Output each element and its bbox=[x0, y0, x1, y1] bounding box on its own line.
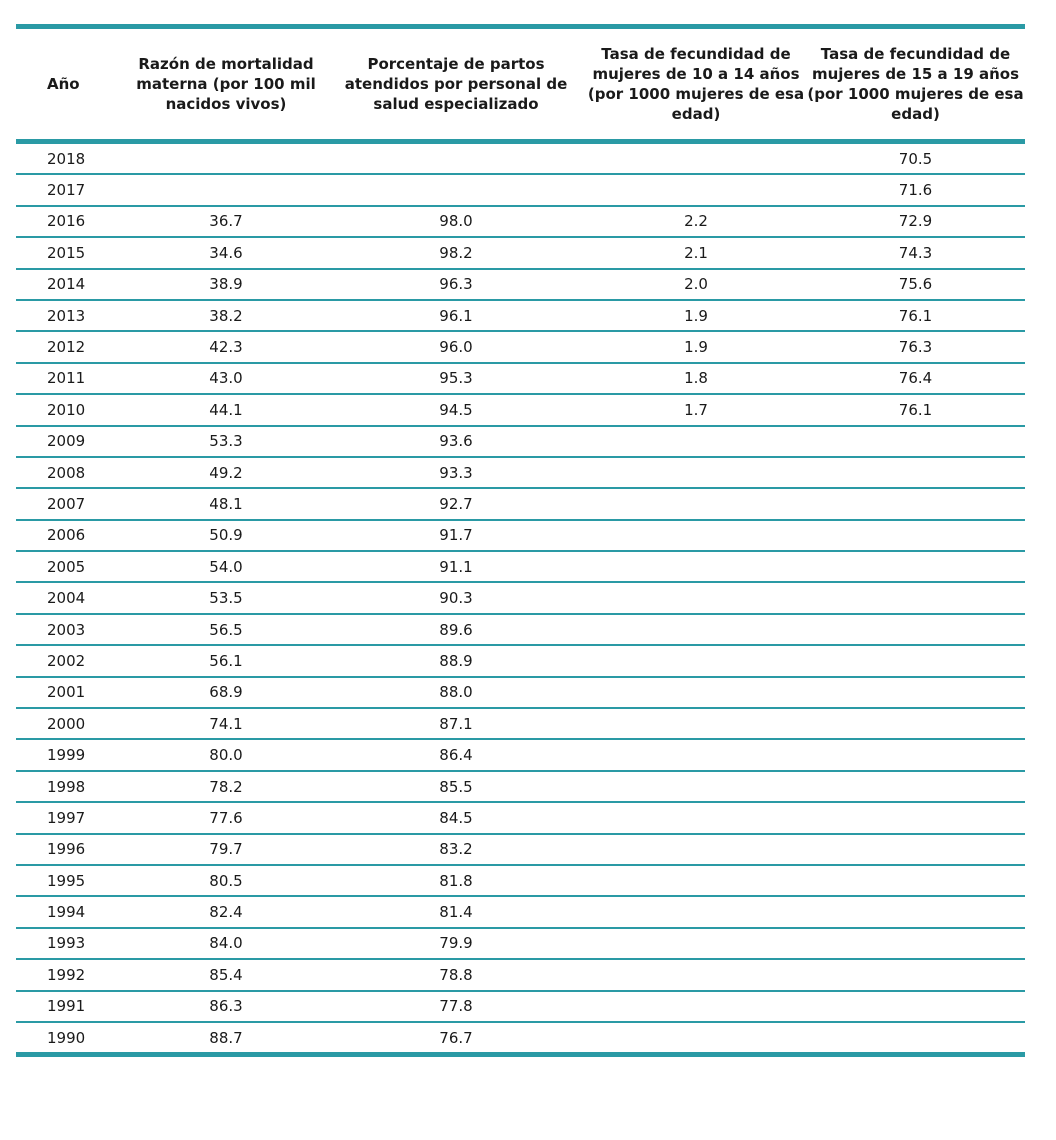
fertility-15-19-cell: 71.6 bbox=[898, 181, 933, 200]
table-row bbox=[16, 678, 1025, 709]
table-row bbox=[16, 772, 1025, 803]
attended-births-cell: 89.6 bbox=[439, 620, 473, 639]
table-row bbox=[16, 207, 1025, 238]
maternal-mortality-cell: 77.6 bbox=[209, 808, 243, 827]
table-row bbox=[16, 144, 1025, 175]
table-row bbox=[16, 929, 1025, 960]
maternal-mortality-cell: 38.2 bbox=[209, 306, 243, 325]
year-cell: 1996 bbox=[47, 840, 86, 859]
maternal-mortality-cell: 34.6 bbox=[209, 243, 243, 262]
table-row bbox=[16, 427, 1025, 458]
year-cell: 2014 bbox=[47, 275, 86, 294]
attended-births-cell: 76.7 bbox=[439, 1028, 473, 1047]
table-row bbox=[16, 270, 1025, 301]
year-cell: 1991 bbox=[47, 997, 86, 1016]
table-row bbox=[16, 897, 1025, 928]
table-row bbox=[16, 646, 1025, 677]
maternal-mortality-cell: 42.3 bbox=[209, 338, 243, 357]
table-row bbox=[16, 301, 1025, 332]
year-cell: 2007 bbox=[47, 494, 86, 513]
table-row bbox=[16, 1023, 1025, 1054]
year-cell: 2002 bbox=[47, 651, 86, 670]
table-row bbox=[16, 709, 1025, 740]
fertility-15-19-cell: 76.1 bbox=[898, 400, 933, 419]
maternal-mortality-cell: 84.0 bbox=[209, 934, 243, 953]
attended-births-cell: 91.7 bbox=[439, 526, 473, 545]
attended-births-cell: 78.8 bbox=[439, 965, 473, 984]
maternal-mortality-cell: 43.0 bbox=[209, 369, 243, 388]
year-cell: 2009 bbox=[47, 432, 86, 451]
header-maternal-mortality: Razón de mortalidad materna (por 100 mil nacidos vivos) bbox=[136, 55, 316, 113]
year-cell: 2017 bbox=[47, 181, 86, 200]
maternal-mortality-cell: 49.2 bbox=[209, 463, 243, 482]
maternal-mortality-cell: 79.7 bbox=[209, 840, 243, 859]
table-row bbox=[16, 992, 1025, 1023]
year-cell: 2003 bbox=[47, 620, 86, 639]
fertility-10-14-cell: 1.9 bbox=[684, 338, 708, 357]
year-cell: 2001 bbox=[47, 683, 86, 702]
attended-births-cell: 81.4 bbox=[439, 903, 473, 922]
table-row bbox=[16, 960, 1025, 991]
year-cell: 2000 bbox=[47, 714, 86, 733]
maternal-mortality-cell: 85.4 bbox=[209, 965, 243, 984]
year-cell: 2010 bbox=[47, 400, 86, 419]
fertility-15-19-cell: 70.5 bbox=[898, 149, 933, 168]
maternal-mortality-cell: 56.1 bbox=[209, 651, 243, 670]
attended-births-cell: 90.3 bbox=[439, 589, 473, 608]
data-table bbox=[16, 24, 1025, 1057]
attended-births-cell: 85.5 bbox=[439, 777, 473, 796]
maternal-mortality-cell: 80.5 bbox=[209, 871, 243, 890]
table-row bbox=[16, 395, 1025, 426]
year-cell: 1993 bbox=[47, 934, 86, 953]
year-cell: 1990 bbox=[47, 1028, 86, 1047]
maternal-mortality-cell: 50.9 bbox=[209, 526, 243, 545]
attended-births-cell: 96.3 bbox=[439, 275, 473, 294]
maternal-mortality-cell: 68.9 bbox=[209, 683, 243, 702]
attended-births-cell: 93.3 bbox=[439, 463, 473, 482]
year-cell: 2004 bbox=[47, 589, 86, 608]
year-cell: 2008 bbox=[47, 463, 86, 482]
attended-births-cell: 94.5 bbox=[439, 400, 473, 419]
attended-births-cell: 86.4 bbox=[439, 746, 473, 765]
maternal-mortality-cell: 78.2 bbox=[209, 777, 243, 796]
attended-births-cell: 88.9 bbox=[439, 651, 473, 670]
header-attended-births: Porcentaje de partos atendidos por personal de salud especializado bbox=[344, 55, 568, 113]
maternal-mortality-cell: 82.4 bbox=[209, 903, 243, 922]
attended-births-cell: 92.7 bbox=[439, 494, 473, 513]
fertility-15-19-cell: 76.3 bbox=[898, 338, 933, 357]
fertility-15-19-cell: 75.6 bbox=[898, 275, 933, 294]
maternal-mortality-cell: 54.0 bbox=[209, 557, 243, 576]
fertility-15-19-cell: 72.9 bbox=[898, 212, 933, 231]
maternal-mortality-cell: 44.1 bbox=[209, 400, 243, 419]
attended-births-cell: 87.1 bbox=[439, 714, 473, 733]
maternal-mortality-cell: 88.7 bbox=[209, 1028, 243, 1047]
maternal-mortality-cell: 36.7 bbox=[209, 212, 243, 231]
table-row bbox=[16, 740, 1025, 771]
attended-births-cell: 84.5 bbox=[439, 808, 473, 827]
fertility-10-14-cell: 2.2 bbox=[684, 212, 708, 231]
attended-births-cell: 77.8 bbox=[439, 997, 473, 1016]
year-cell: 1995 bbox=[47, 871, 86, 890]
fertility-10-14-cell: 1.8 bbox=[684, 369, 708, 388]
year-cell: 1994 bbox=[47, 903, 86, 922]
attended-births-cell: 95.3 bbox=[439, 369, 473, 388]
attended-births-cell: 96.1 bbox=[439, 306, 473, 325]
table-row bbox=[16, 238, 1025, 269]
year-cell: 2005 bbox=[47, 557, 86, 576]
table-row bbox=[16, 489, 1025, 520]
year-cell: 2012 bbox=[47, 338, 86, 357]
maternal-mortality-cell: 48.1 bbox=[209, 494, 243, 513]
table-row bbox=[16, 615, 1025, 646]
attended-births-cell: 91.1 bbox=[439, 557, 473, 576]
maternal-mortality-cell: 74.1 bbox=[209, 714, 243, 733]
year-cell: 1998 bbox=[47, 777, 86, 796]
maternal-mortality-cell: 56.5 bbox=[209, 620, 243, 639]
fertility-10-14-cell: 1.7 bbox=[684, 400, 708, 419]
year-cell: 2018 bbox=[47, 149, 86, 168]
table-row bbox=[16, 866, 1025, 897]
table-row bbox=[16, 364, 1025, 395]
year-cell: 2011 bbox=[47, 369, 86, 388]
maternal-mortality-cell: 53.3 bbox=[209, 432, 243, 451]
year-cell: 2013 bbox=[47, 306, 86, 325]
table-row bbox=[16, 175, 1025, 206]
maternal-mortality-cell: 53.5 bbox=[209, 589, 243, 608]
table-row bbox=[16, 521, 1025, 552]
fertility-10-14-cell: 2.1 bbox=[684, 243, 708, 262]
header-fertility-15-19: Tasa de fecundidad de mujeres de 15 a 19 años (por 1000 mujeres de esa edad) bbox=[807, 45, 1024, 123]
fertility-10-14-cell: 2.0 bbox=[684, 275, 708, 294]
attended-births-cell: 98.2 bbox=[439, 243, 473, 262]
year-cell: 2016 bbox=[47, 212, 86, 231]
bottom-rule bbox=[16, 1052, 1025, 1057]
attended-births-cell: 81.8 bbox=[439, 871, 473, 890]
maternal-mortality-cell: 86.3 bbox=[209, 997, 243, 1016]
table-row bbox=[16, 835, 1025, 866]
attended-births-cell: 96.0 bbox=[439, 338, 473, 357]
table-row bbox=[16, 332, 1025, 363]
attended-births-cell: 83.2 bbox=[439, 840, 473, 859]
header-year: Año bbox=[47, 75, 80, 93]
year-cell: 2006 bbox=[47, 526, 86, 545]
fertility-15-19-cell: 76.4 bbox=[898, 369, 933, 388]
table-row bbox=[16, 803, 1025, 834]
table-header bbox=[16, 29, 1025, 139]
table-body bbox=[16, 144, 1025, 1054]
fertility-15-19-cell: 74.3 bbox=[898, 243, 933, 262]
year-cell: 1999 bbox=[47, 746, 86, 765]
table-row bbox=[16, 552, 1025, 583]
attended-births-cell: 98.0 bbox=[439, 212, 473, 231]
table-row bbox=[16, 583, 1025, 614]
year-cell: 1992 bbox=[47, 965, 86, 984]
year-cell: 2015 bbox=[47, 243, 86, 262]
maternal-mortality-cell: 80.0 bbox=[209, 746, 243, 765]
header-fertility-10-14: Tasa de fecundidad de mujeres de 10 a 14 años (por 1000 mujeres de esa edad) bbox=[587, 45, 805, 123]
year-cell: 1997 bbox=[47, 808, 86, 827]
attended-births-cell: 79.9 bbox=[439, 934, 473, 953]
table-row bbox=[16, 458, 1025, 489]
maternal-mortality-cell: 38.9 bbox=[209, 275, 243, 294]
fertility-10-14-cell: 1.9 bbox=[684, 306, 708, 325]
attended-births-cell: 93.6 bbox=[439, 432, 473, 451]
attended-births-cell: 88.0 bbox=[439, 683, 473, 702]
fertility-15-19-cell: 76.1 bbox=[898, 306, 933, 325]
